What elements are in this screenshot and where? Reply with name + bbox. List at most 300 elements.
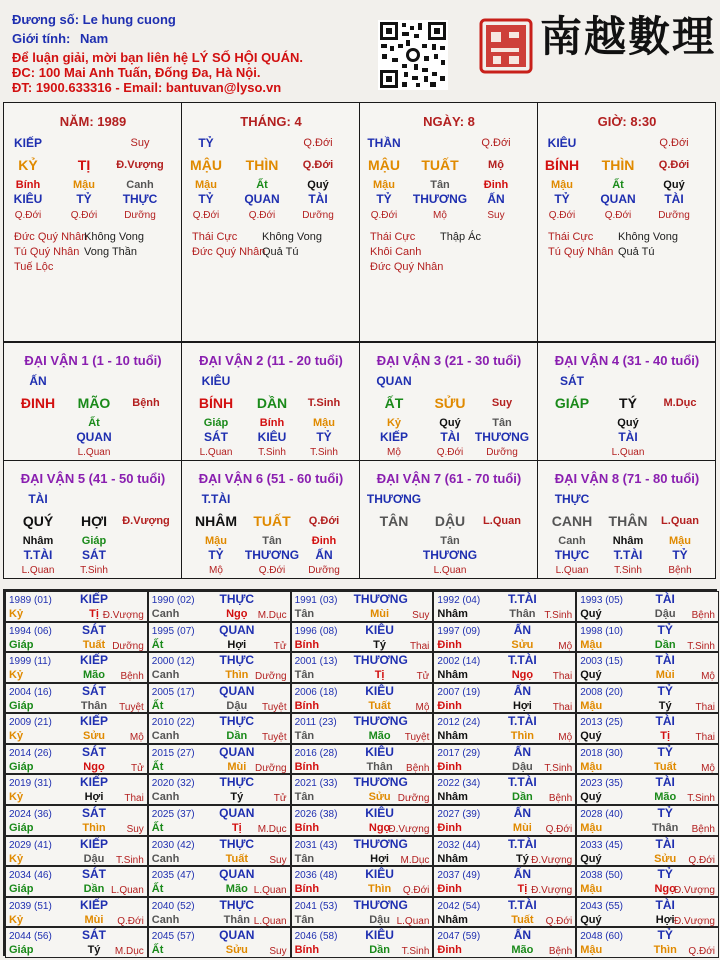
year-label: 2008 (20) (580, 686, 623, 698)
pillar-god: THỰC (122, 192, 158, 206)
year-branch: Ngọ (511, 669, 534, 682)
year-cell (5, 805, 148, 836)
year-stem: Giáp (9, 822, 34, 835)
year-cell (291, 652, 434, 683)
year-stage: Dưỡng (254, 762, 287, 774)
year-stage: Suy (269, 946, 287, 958)
year-cell (291, 591, 434, 622)
year-stem: Ất (151, 944, 164, 957)
year-god: TÀI (655, 775, 675, 790)
year-branch: Tuất (653, 760, 677, 773)
year-stage: Thai (124, 793, 144, 805)
year-label: 1996 (08) (294, 625, 338, 637)
year-stem: Nhâm (437, 852, 468, 865)
year-god: THƯƠNG (353, 592, 408, 606)
year-cell (433, 897, 576, 928)
year-stem: Kỷ (9, 852, 24, 865)
pillar-hidden: Quý (307, 179, 329, 191)
year-god: KIẾP (79, 592, 108, 606)
dai-van-hidden: Giáp (81, 535, 107, 547)
year-label: 1989 (01) (9, 595, 52, 606)
year-stem: Bính (294, 944, 320, 957)
year-branch: Thìn (225, 669, 249, 682)
year-god: T.TÀI (508, 714, 537, 729)
year-stem: Canh (151, 608, 180, 620)
year-god: ẤN (513, 683, 532, 698)
dai-van-life-stage: L.Quan (21, 565, 55, 576)
year-god: QUAN (219, 744, 255, 759)
year-cell (576, 713, 719, 744)
year-label: 1998 (10) (580, 625, 623, 637)
dai-van-life-stage: Bệnh (668, 565, 692, 576)
dai-van-box (537, 460, 716, 579)
year-branch: Mão (368, 730, 391, 743)
dai-van-hidden: Tân (440, 535, 460, 547)
year-cell (148, 897, 291, 928)
year-cell (148, 591, 291, 622)
owner-value: Le hung cuong (82, 12, 176, 27)
year-cell (291, 836, 434, 867)
year-cell (148, 713, 291, 744)
year-stage: Tuyệt (261, 701, 287, 713)
dai-van-god: T.TÀI (613, 548, 643, 562)
year-branch: Sửu (82, 730, 106, 743)
year-stem: Bính (294, 883, 320, 896)
year-label: 2039 (51) (9, 900, 52, 912)
dai-van-hidden: Giáp (203, 417, 229, 429)
year-branch: Tý (87, 944, 101, 957)
dai-van-life-stage: L.Quan (611, 447, 645, 458)
year-stage: Đ.Vượng (388, 824, 430, 836)
year-branch: Mùi (512, 822, 532, 835)
year-cell (5, 897, 148, 928)
pillar-hidden: Tân (430, 179, 450, 191)
dai-van-life-stage: T.Sinh (310, 447, 338, 458)
pillar-star: Thái Cực (548, 231, 594, 243)
pillar-god: TỶ (554, 192, 570, 206)
year-cell (5, 683, 148, 714)
dai-van-box (359, 460, 538, 579)
year-stage: Thai (552, 671, 573, 683)
year-stem: Mậu (580, 760, 603, 773)
year-label: 1990 (02) (151, 595, 195, 606)
pillar-hidden: Bính (15, 179, 41, 191)
dai-van-stage: Suy (491, 397, 513, 409)
year-label: 2027 (39) (437, 809, 481, 821)
pillar-god: TỶ (76, 192, 92, 206)
year-stage: L.Quan (253, 885, 287, 897)
year-stem: Tân (294, 913, 315, 926)
pillar-star: Tuế Lộc (14, 261, 54, 273)
year-god: TỶ (657, 806, 673, 821)
dai-van-god: QUAN (76, 430, 112, 444)
year-label: 2005 (17) (151, 686, 195, 698)
year-branch: Tuất (511, 913, 534, 926)
year-stem: Quý (580, 730, 602, 743)
pillar-top-stage: Q.Đới (303, 137, 333, 149)
year-branch: Mùi (84, 913, 104, 926)
year-stage: Bệnh (120, 671, 144, 683)
dai-van-life-stage: Dưỡng (308, 565, 340, 576)
year-stage: Mộ (558, 640, 573, 652)
year-cell (148, 622, 291, 653)
year-stem: Đinh (437, 760, 462, 773)
year-god: KIÊU (365, 683, 394, 698)
dai-van-life-stage: L.Quan (199, 447, 233, 458)
qr-code (378, 20, 448, 90)
year-label: 2023 (35) (580, 778, 623, 790)
dai-van-top-god: KIÊU (201, 374, 231, 388)
dai-van-stem: DẬU (434, 513, 466, 529)
dai-van-stage: L.Quan (661, 515, 699, 527)
dai-van-stem: BÍNH (198, 395, 234, 411)
year-god: THƯƠNG (353, 775, 408, 790)
year-god: ẤN (513, 867, 532, 882)
pillar-life-stage: Q.Đới (370, 210, 398, 221)
year-stage: Q.Đới (545, 915, 573, 927)
year-stage: Đ.Vượng (673, 915, 715, 927)
dai-van-hidden: Nhâm (22, 535, 54, 547)
year-stage: Dưỡng (112, 640, 144, 652)
year-stem: Tân (294, 791, 315, 804)
year-branch: Dậu (226, 699, 248, 712)
dai-van-hidden: Quý (617, 417, 639, 429)
year-branch: Thân (223, 913, 250, 926)
dai-van-god: THƯƠNG (422, 548, 478, 562)
pillar-life-stage: Mộ (433, 210, 447, 221)
year-label: 2043 (55) (580, 900, 623, 912)
year-cell (433, 622, 576, 653)
year-stage: Đ.Vượng (531, 854, 573, 866)
dai-van-box (3, 342, 182, 461)
dai-van-title: ĐẠI VẬN 4 (31 - 40 tuổi) (554, 353, 700, 368)
year-cell (291, 713, 434, 744)
year-cell (5, 652, 148, 683)
year-label: 2044 (56) (9, 931, 52, 943)
dai-van-box (359, 342, 538, 461)
year-stem: Mậu (580, 699, 603, 712)
year-label: 2014 (26) (9, 747, 52, 759)
year-label: 2041 (53) (294, 900, 338, 912)
year-god: T.TÀI (508, 592, 537, 606)
year-branch: Dần (369, 944, 390, 957)
pillar-top-god: THẦN (367, 136, 401, 150)
pillar-box (181, 102, 360, 342)
dai-van-god: T.TÀI (23, 548, 53, 562)
year-cell (5, 591, 148, 622)
pillar-stem: MẬU (368, 157, 400, 173)
dai-van-god: TÀI (618, 430, 638, 444)
year-cell (5, 744, 148, 775)
year-cell (433, 652, 576, 683)
year-god: THƯƠNG (353, 714, 408, 729)
year-branch: Tuất (225, 852, 248, 865)
pillar-box (359, 102, 538, 342)
pillar-life-stage: Q.Đới (548, 210, 576, 221)
year-label: 2032 (44) (437, 839, 481, 851)
year-label: 1991 (03) (294, 595, 338, 606)
year-branch: Tị (517, 883, 528, 896)
year-label: 2034 (46) (9, 870, 52, 882)
dai-van-life-stage: L.Quan (555, 565, 589, 576)
year-stage: Q.Đới (688, 854, 715, 866)
pillar-title: THÁNG: 4 (240, 114, 302, 129)
dai-van-stem: GIÁP (554, 395, 590, 411)
year-branch: Ngọ (226, 608, 248, 620)
dai-van-life-stage: T.Sinh (258, 447, 286, 458)
address-line: ĐC: 100 Mai Anh Tuấn, Đống Đa, Hà Nội. (12, 65, 261, 80)
year-cell (5, 774, 148, 805)
yearly-table (3, 589, 717, 956)
year-stem: Quý (580, 913, 602, 926)
year-stem: Canh (151, 791, 180, 804)
year-cell (433, 836, 576, 867)
year-stage: Thai (409, 640, 430, 652)
dai-van-god: THỰC (554, 548, 590, 562)
pillar-star: Tú Quý Nhân (548, 246, 614, 258)
year-cell (291, 622, 434, 653)
year-label: 1999 (11) (9, 656, 52, 668)
year-cell (148, 744, 291, 775)
pillar-life-stage: Dưỡng (124, 210, 156, 221)
dai-van-top-god: TÀI (28, 492, 48, 506)
year-stem: Canh (151, 730, 180, 743)
dai-van-hidden: Tân (492, 417, 512, 429)
year-stage: Bệnh (406, 762, 430, 774)
year-branch: Tị (374, 669, 385, 682)
pillar-title: GIỜ: 8:30 (597, 114, 657, 129)
pillar-life-stage: Suy (487, 210, 505, 221)
dai-van-stem: HỢI (81, 513, 107, 529)
year-stage: T.Sinh (687, 793, 715, 805)
year-label: 2031 (43) (294, 839, 338, 851)
year-god: TÀI (655, 714, 675, 729)
dai-van-life-stage: Dưỡng (486, 447, 518, 458)
year-stage: Đ.Vượng (531, 885, 573, 897)
year-cell (433, 744, 576, 775)
year-god: KIẾP (79, 714, 108, 729)
dai-van-life-stage: L.Quan (433, 565, 467, 576)
pillar-life-stage: Q.Đới (248, 210, 276, 221)
year-label: 2038 (50) (580, 870, 623, 882)
year-cell (291, 683, 434, 714)
year-cell (291, 744, 434, 775)
dai-van-god: SÁT (204, 430, 228, 444)
dai-van-god: TÀI (440, 430, 460, 444)
year-god: T.TÀI (508, 775, 537, 790)
year-god: ẤN (513, 744, 532, 759)
year-branch: Mùi (370, 608, 390, 620)
year-god: KIẾP (79, 653, 108, 668)
year-god: QUAN (219, 683, 255, 698)
dai-van-stage: Q.Đới (308, 515, 340, 527)
year-label: 2003 (15) (580, 656, 623, 668)
seal-logo-icon (479, 18, 533, 74)
year-label: 2017 (29) (437, 747, 481, 759)
dai-van-god: ẤN (315, 548, 333, 562)
year-branch: Tị (89, 608, 99, 620)
year-cell (433, 774, 576, 805)
year-cell (291, 866, 434, 897)
year-stage: Bệnh (548, 946, 573, 958)
year-god: THỰC (219, 897, 255, 912)
dai-van-title: ĐẠI VẬN 8 (71 - 80 tuổi) (554, 471, 700, 486)
year-god: THƯƠNG (353, 836, 408, 851)
year-stage: T.Sinh (544, 610, 573, 621)
contact-line: Để luận giải, mời bạn liên hệ LÝ SỐ HỘI QUÁN. (12, 50, 303, 65)
dai-van-box (181, 460, 360, 579)
dai-van-stem: ẤT (384, 395, 404, 411)
pillar-stem: KỶ (18, 157, 38, 173)
year-stem: Canh (151, 852, 180, 865)
year-stem: Giáp (9, 699, 34, 712)
pillar-top-god: KIÊU (547, 136, 577, 150)
year-god: QUAN (219, 867, 255, 882)
year-stem: Ất (151, 638, 164, 651)
year-stage: Q.Đới (117, 915, 144, 927)
pillar-life-stage: Q.Đới (70, 210, 98, 221)
year-label: 1994 (06) (9, 625, 52, 637)
year-label: 2047 (59) (437, 931, 481, 943)
pillar-top-stage: Q.Đới (481, 137, 511, 149)
year-cell (5, 622, 148, 653)
year-stem: Ất (151, 822, 164, 835)
year-stage: Bệnh (548, 793, 573, 805)
pillar-stem: THÌN (601, 157, 635, 173)
pillar-god: TÀI (664, 192, 684, 206)
year-branch: Sửu (225, 944, 248, 957)
year-god: THỰC (219, 775, 255, 790)
year-stage: Thai (695, 732, 715, 744)
dai-van-god: SÁT (82, 548, 106, 562)
pillar-star: Vong Thần (84, 246, 138, 258)
year-cell (576, 652, 719, 683)
year-branch: Mão (83, 669, 105, 682)
pillar-life-stage: Q.Đới (604, 210, 632, 221)
year-stage: Tuyệt (261, 732, 287, 744)
pillar-hidden: Ất (256, 179, 268, 191)
dai-van-stem: TÝ (619, 395, 637, 411)
year-stage: Mộ (129, 732, 144, 744)
year-branch: Thân (80, 699, 108, 712)
year-branch: Thìn (653, 944, 677, 957)
year-stage: Suy (126, 824, 144, 836)
year-stage: Tử (273, 640, 287, 652)
pillar-star: Quả Tú (618, 246, 655, 258)
pillar-life-stage: Q.Đới (14, 210, 42, 221)
year-stage: M.Dục (114, 946, 144, 958)
year-god: ẤN (513, 928, 532, 943)
year-stem: Đinh (437, 883, 462, 896)
owner-line (12, 12, 176, 27)
year-branch: Mùi (655, 669, 675, 682)
pillar-star: Thái Cực (192, 231, 238, 243)
year-label: 2029 (41) (9, 839, 52, 851)
year-stage: Bệnh (691, 824, 715, 836)
year-stage: M.Dục (400, 854, 430, 866)
year-stem: Mậu (580, 944, 603, 957)
year-stage: Dưỡng (397, 793, 430, 805)
year-cell (5, 927, 148, 958)
year-branch: Hợi (227, 638, 247, 651)
dai-van-stage: Bệnh (132, 397, 160, 409)
pillar-stage: Q.Đới (302, 159, 334, 171)
year-stem: Mậu (580, 883, 603, 896)
dai-van-hidden: Mậu (669, 535, 691, 547)
dai-van-top-god: ẤN (29, 374, 47, 388)
year-label: 2018 (30) (580, 747, 623, 759)
year-god: THỰC (219, 836, 255, 851)
year-stage: Q.Đới (402, 885, 430, 897)
year-label: 2004 (16) (9, 686, 52, 698)
pillar-box (3, 102, 182, 342)
year-stem: Bính (294, 822, 320, 835)
year-cell (291, 927, 434, 958)
year-stem: Bính (294, 760, 320, 773)
year-god: SÁT (82, 928, 106, 943)
year-god: TÀI (655, 897, 675, 912)
year-label: 2021 (33) (294, 778, 338, 790)
dai-van-life-stage: Q.Đới (258, 565, 286, 576)
dai-van-life-stage: Q.Đới (436, 447, 464, 458)
year-cell (148, 805, 291, 836)
year-stage: L.Quan (396, 915, 430, 927)
year-stem: Mậu (580, 638, 603, 651)
pillar-stage: Q.Đới (658, 159, 690, 171)
pillar-hidden: Mậu (373, 179, 395, 191)
year-god: SÁT (82, 806, 106, 821)
year-stage: Mộ (415, 701, 430, 713)
dai-van-stem: DẦN (256, 395, 288, 411)
year-stem: Quý (580, 669, 602, 682)
year-god: QUAN (219, 928, 255, 943)
year-branch: Thân (509, 608, 536, 620)
dai-van-hidden: Canh (558, 535, 586, 547)
year-stage: Thai (552, 701, 573, 713)
dai-van-stem: ĐINH (20, 395, 56, 411)
year-label: 2002 (14) (437, 656, 481, 668)
year-cell (291, 897, 434, 928)
year-god: TỶ (657, 928, 673, 943)
year-stage: Q.Đới (545, 824, 573, 836)
year-branch: Mùi (227, 760, 247, 773)
year-cell (576, 897, 719, 928)
year-cell (433, 805, 576, 836)
year-god: T.TÀI (508, 653, 537, 668)
year-branch: Dậu (512, 760, 533, 773)
year-branch: Tý (515, 852, 529, 865)
dai-van-hidden: Quý (439, 417, 461, 429)
dai-van-hidden: Đinh (311, 535, 337, 547)
dai-van-stem: CANH (551, 513, 593, 529)
year-label: 2040 (52) (151, 900, 195, 912)
year-god: KIẾP (79, 836, 108, 851)
dai-van-god: TỶ (208, 548, 224, 562)
year-branch: Hợi (512, 699, 532, 712)
year-cell (433, 683, 576, 714)
dai-van-god: THƯƠNG (244, 548, 300, 562)
dai-van-top-god: THỰC (554, 492, 590, 506)
year-god: KIÊU (365, 622, 394, 637)
year-branch: Hợi (370, 852, 389, 865)
year-stem: Kỷ (9, 669, 24, 682)
pillar-life-stage: Dưỡng (302, 210, 334, 221)
year-branch: Thìn (510, 730, 534, 743)
year-stem: Ất (151, 699, 164, 712)
year-label: 2045 (57) (151, 931, 195, 943)
year-god: TÀI (655, 653, 675, 668)
year-god: TÀI (655, 592, 675, 606)
